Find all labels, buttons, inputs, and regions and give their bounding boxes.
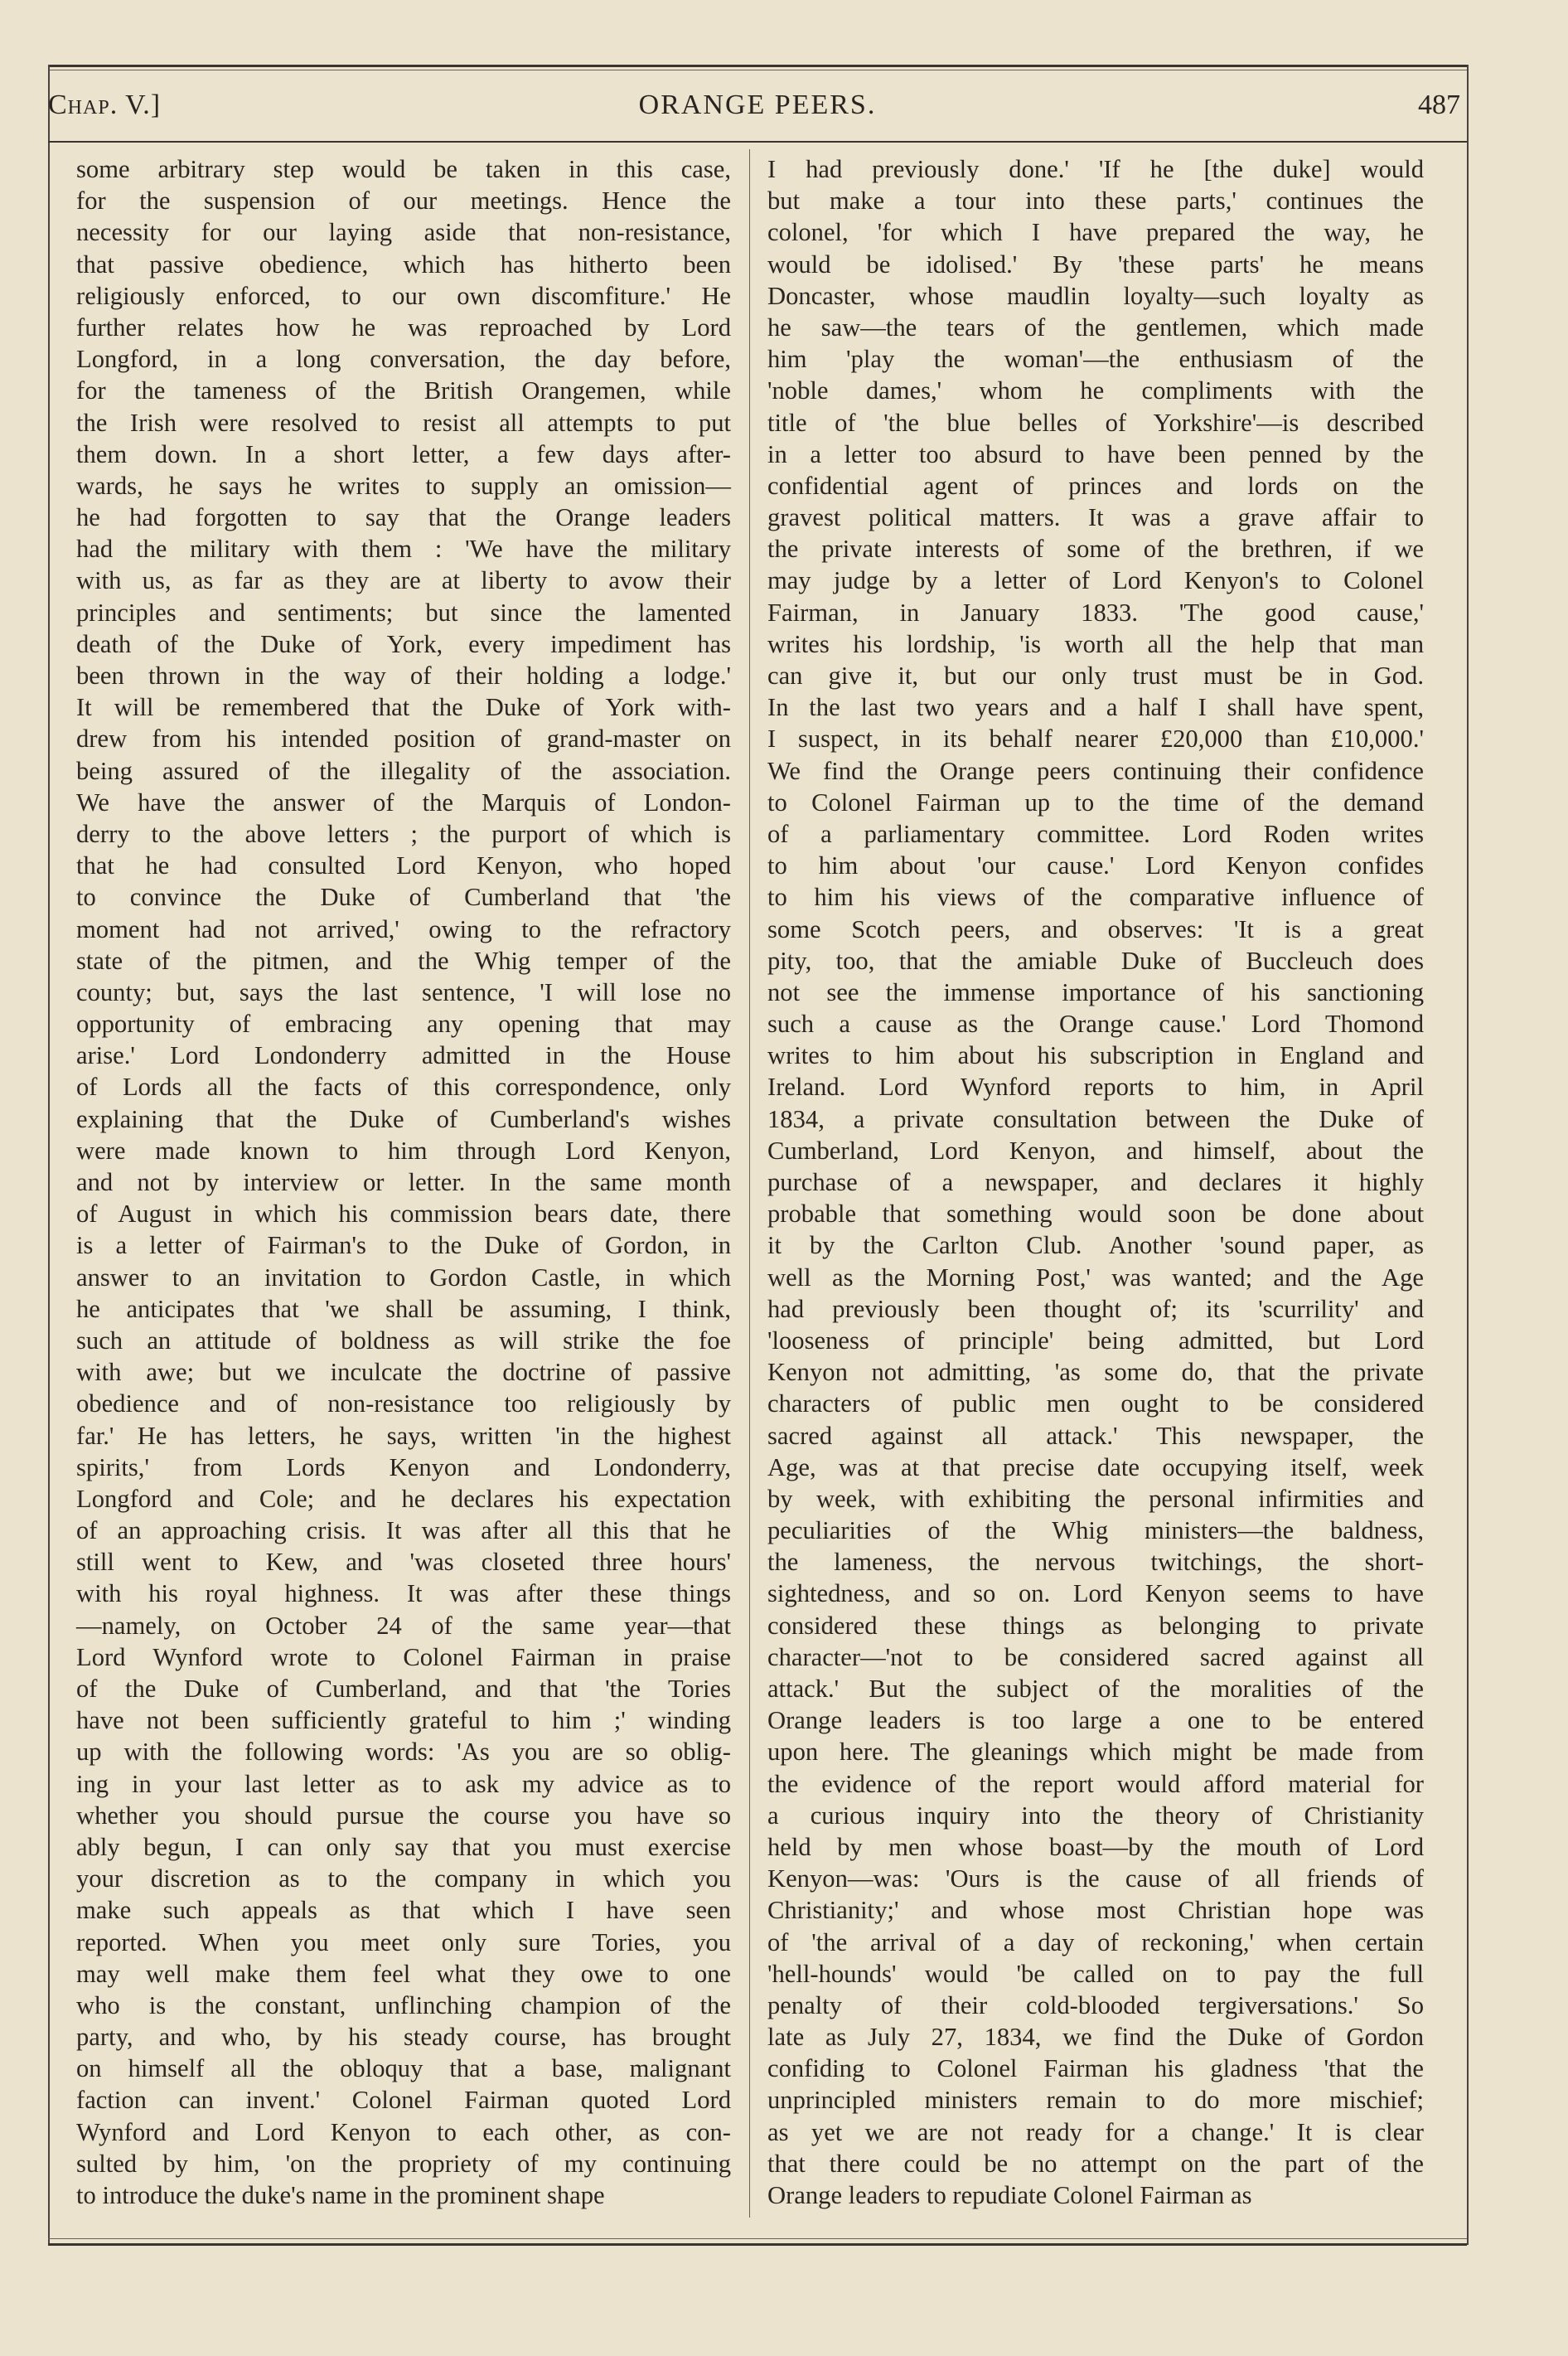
text-line: them down. In a short letter, a few days after-: [76, 439, 731, 468]
text-line: In the last two years and a half I shall have spent,: [767, 693, 1424, 722]
text-line: been thrown in the way of their holding a lodge.': [76, 662, 731, 690]
text-line: county; but, says the last sentence, 'I will lose no: [76, 977, 731, 1006]
text-line: 'noble dames,' whom he compliments with the: [767, 376, 1424, 405]
text-line: a curious inquiry into the theory of Christianity: [767, 1801, 1424, 1830]
text-line: pity, too, that the amiable Duke of Buccleuch does: [767, 946, 1424, 975]
text-line: Lord Wynford wrote to Colonel Fairman in praise: [76, 1642, 731, 1671]
text-line: far.' He has letters, he says, written 'in the highest: [76, 1421, 731, 1450]
text-line: the Irish were resolved to resist all attempts to put: [76, 408, 731, 437]
text-line: held by men whose boast—by the mouth of Lord: [767, 1832, 1424, 1861]
text-line: attack.' But the subject of the moralities of the: [767, 1675, 1424, 1703]
text-line: some Scotch peers, and observes: 'It is a great: [767, 914, 1424, 943]
text-line: may well make them feel what they owe to one: [76, 1959, 731, 1988]
text-line: sulted by him, 'on the propriety of my continuing: [76, 2149, 731, 2178]
text-line: such a cause as the Orange cause.' Lord Thomond: [767, 1010, 1424, 1039]
text-line: for the tameness of the British Orangemen, while: [76, 376, 731, 405]
text-line: with his royal highness. It was after these things: [76, 1579, 731, 1608]
text-line: by week, with exhibiting the personal infirmities and: [767, 1484, 1424, 1513]
running-head: [48, 90, 1467, 136]
text-line: but make a tour into these parts,' continues the: [767, 187, 1424, 216]
text-line: with us, as far as they are at liberty to avow their: [76, 566, 731, 595]
text-line: Cumberland, Lord Kenyon, and himself, about the: [767, 1136, 1424, 1165]
text-line: your discretion as to the company in which you: [76, 1864, 731, 1893]
text-line: that passive obedience, which has hitherto been: [76, 250, 731, 279]
text-line: party, and who, by his steady course, has brought: [76, 2023, 731, 2052]
text-line: confidential agent of princes and lords on the: [767, 471, 1424, 500]
text-line: of an approaching crisis. It was after all this that he: [76, 1516, 731, 1545]
text-line: to Colonel Fairman up to the time of the demand: [767, 788, 1424, 817]
text-line: further relates how he was reproached by Lord: [76, 313, 731, 342]
text-line: writes to him about his subscription in England and: [767, 1041, 1424, 1070]
text-line: Fairman, in January 1833. 'The good cause,': [767, 598, 1424, 627]
header-rule: [48, 141, 1467, 143]
text-line: whether you should pursue the course you have so: [76, 1801, 731, 1830]
text-line: some arbitrary step would be taken in this case,: [76, 155, 731, 183]
text-line: the lameness, the nervous twitchings, the short-: [767, 1548, 1424, 1577]
text-line: peculiarities of the Whig ministers—the baldness,: [767, 1516, 1424, 1545]
text-line: he saw—the tears of the gentlemen, which made: [767, 313, 1424, 342]
text-line: the private interests of some of the brethren, if we: [767, 535, 1424, 564]
text-line: We have the answer of the Marquis of London-: [76, 788, 731, 817]
right-text-column: [767, 153, 1424, 2211]
text-line: sacred against all attack.' This newspaper, the: [767, 1421, 1424, 1450]
text-line: not see the immense importance of his sanctioning: [767, 977, 1424, 1006]
text-line: being assured of the illegality of the association.: [76, 756, 731, 785]
text-line: as yet we are not ready for a change.' It is clear: [767, 2117, 1424, 2146]
text-line: that he had consulted Lord Kenyon, who hoped: [76, 851, 731, 880]
text-line: such an attitude of boldness as will strike the foe: [76, 1326, 731, 1355]
text-line: I suspect, in its behalf nearer £20,000 than £10,000.': [767, 725, 1424, 754]
text-line: Orange leaders is too large a one to be entered: [767, 1706, 1424, 1735]
right-border-rule: [1467, 65, 1469, 2245]
text-line: confiding to Colonel Fairman his gladness 'that the: [767, 2054, 1424, 2083]
text-line: Ireland. Lord Wynford reports to him, in April: [767, 1073, 1424, 1102]
text-line: who is the constant, unflinching champion of the: [76, 1990, 731, 2019]
text-line: opportunity of embracing any opening that may: [76, 1010, 731, 1039]
text-line: late as July 27, 1834, we find the Duke of Gordon: [767, 2023, 1424, 2052]
text-line: him 'play the woman'—the enthusiasm of the: [767, 345, 1424, 374]
text-line: well as the Morning Post,' was wanted; and the Age: [767, 1263, 1424, 1292]
text-line: he anticipates that 'we shall be assuming, I think,: [76, 1294, 731, 1323]
text-line: that there could be no attempt on the part of the: [767, 2149, 1424, 2178]
text-line: title of 'the blue belles of Yorkshire'—is described: [767, 408, 1424, 437]
bottom-border-inner-rule: [48, 2238, 1467, 2239]
text-line: to him about 'our cause.' Lord Kenyon confides: [767, 851, 1424, 880]
text-line: have not been sufficiently grateful to him ;' winding: [76, 1706, 731, 1735]
text-line: had previously been thought of; its 'scurrility' and: [767, 1294, 1424, 1323]
text-line: unprincipled ministers remain to do more mischief;: [767, 2086, 1424, 2115]
text-line: to introduce the duke's name in the prominent shape: [76, 2181, 605, 2209]
text-line: explaining that the Duke of Cumberland's wishes: [76, 1104, 731, 1133]
text-line: is a letter of Fairman's to the Duke of Gordon, in: [76, 1231, 731, 1260]
text-line: with awe; but we inculcate the doctrine of passive: [76, 1358, 731, 1387]
text-line: of the Duke of Cumberland, and that 'the Tories: [76, 1675, 731, 1703]
text-line: of 'the arrival of a day of reckoning,' when certain: [767, 1927, 1424, 1956]
text-line: Christianity;' and whose most Christian hope was: [767, 1896, 1424, 1925]
text-line: derry to the above letters ; the purport of which is: [76, 819, 731, 848]
text-line: the evidence of the report would afford material for: [767, 1769, 1424, 1798]
text-line: to convince the Duke of Cumberland that 'the: [76, 883, 731, 912]
text-line: can give it, but our only trust must be in God.: [767, 662, 1424, 690]
left-text-column: [76, 153, 731, 2211]
text-line: religiously enforced, to our own discomfiture.' He: [76, 281, 731, 310]
text-line: up with the following words: 'As you are so oblig-: [76, 1738, 731, 1767]
text-line: may judge by a letter of Lord Kenyon's to Colonel: [767, 566, 1424, 595]
text-line: purchase of a newspaper, and declares it highly: [767, 1168, 1424, 1196]
text-line: Kenyon—was: 'Ours is the cause of all friends of: [767, 1864, 1424, 1893]
top-border-rule: [48, 65, 1467, 67]
text-line: and not by interview or letter. In the same month: [76, 1168, 731, 1196]
text-line: had the military with them : 'We have the military: [76, 535, 731, 564]
text-line: answer to an invitation to Gordon Castle, in which: [76, 1263, 731, 1292]
text-line: of Lords all the facts of this correspondence, only: [76, 1073, 731, 1102]
text-line: in a letter too absurd to have been penned by the: [767, 439, 1424, 468]
text-line: Doncaster, whose maudlin loyalty—such loyalty as: [767, 281, 1424, 310]
text-line: faction can invent.' Colonel Fairman quoted Lord: [76, 2086, 731, 2115]
text-line: upon here. The gleanings which might be made from: [767, 1738, 1424, 1767]
text-line: to him his views of the comparative influence of: [767, 883, 1424, 912]
text-line: for the suspension of our meetings. Hence the: [76, 187, 731, 216]
text-line: Longford and Cole; and he declares his expectation: [76, 1484, 731, 1513]
text-line: still went to Kew, and 'was closeted three hours': [76, 1548, 731, 1577]
page-title: ORANGE PEERS.: [638, 90, 877, 120]
text-line: character—'not to be considered sacred against all: [767, 1642, 1424, 1671]
text-line: probable that something would soon be done about: [767, 1200, 1424, 1229]
text-line: wards, he says he writes to supply an omission—: [76, 471, 731, 500]
text-line: it by the Carlton Club. Another 'sound paper, as: [767, 1231, 1424, 1260]
text-line: 'looseness of principle' being admitted, but Lord: [767, 1326, 1424, 1355]
text-line: Kenyon not admitting, 'as some do, that the private: [767, 1358, 1424, 1387]
text-line: colonel, 'for which I have prepared the way, he: [767, 218, 1424, 247]
text-line: I had previously done.' 'If he [the duke] would: [767, 155, 1424, 183]
text-line: writes his lordship, 'is worth all the help that man: [767, 629, 1424, 658]
text-line: Longford, in a long conversation, the day before,: [76, 345, 731, 374]
text-line: considered these things as belonging to private: [767, 1611, 1424, 1640]
text-line: Orange leaders to repudiate Colonel Fairman as: [767, 2181, 1252, 2209]
text-line: ably begun, I can only say that you must exercise: [76, 1832, 731, 1861]
bottom-border-rule: [48, 2243, 1467, 2246]
text-line: penalty of their cold-blooded tergiversations.' So: [767, 1990, 1424, 2019]
text-line: obedience and of non-resistance too religiously by: [76, 1389, 731, 1418]
text-line: make such appeals as that which I have seen: [76, 1896, 731, 1925]
text-line: death of the Duke of York, every impediment has: [76, 629, 731, 658]
text-line: reported. When you meet only sure Tories, you: [76, 1927, 731, 1956]
text-line: gravest political matters. It was a grave affair to: [767, 503, 1424, 532]
text-line: 1834, a private consultation between the Duke of: [767, 1104, 1424, 1133]
text-line: We find the Orange peers continuing their confidence: [767, 756, 1424, 785]
text-line: state of the pitmen, and the Whig temper of the: [76, 946, 731, 975]
text-line: —namely, on October 24 of the same year—that: [76, 1611, 731, 1640]
text-line: Age, was at that precise date occupying itself, week: [767, 1452, 1424, 1481]
text-line: principles and sentiments; but since the lamented: [76, 598, 731, 627]
text-line: on himself all the obloquy that a base, malignant: [76, 2054, 731, 2083]
text-line: drew from his intended position of grand-master on: [76, 725, 731, 754]
text-line: of August in which his commission bears date, there: [76, 1200, 731, 1229]
text-line: moment had not arrived,' owing to the refractory: [76, 914, 731, 943]
chapter-label: Chap. V.]: [48, 90, 162, 120]
text-line: necessity for our laying aside that non-resistance,: [76, 218, 731, 247]
text-line: ing in your last letter as to ask my advice as to: [76, 1769, 731, 1798]
page-number: 487: [1418, 90, 1460, 120]
text-line: of a parliamentary committee. Lord Roden writes: [767, 819, 1424, 848]
text-line: It will be remembered that the Duke of York with-: [76, 693, 731, 722]
text-line: arise.' Lord Londonderry admitted in the House: [76, 1041, 731, 1070]
left-border-rule: [48, 65, 50, 2245]
column-divider: [749, 149, 750, 2218]
text-line: characters of public men ought to be considered: [767, 1389, 1424, 1418]
text-line: 'hell-hounds' would 'be called on to pay the full: [767, 1959, 1424, 1988]
text-line: he had forgotten to say that the Orange leaders: [76, 503, 731, 532]
text-line: sightedness, and so on. Lord Kenyon seems to have: [767, 1579, 1424, 1608]
text-line: spirits,' from Lords Kenyon and Londonderry,: [76, 1452, 731, 1481]
text-line: were made known to him through Lord Kenyon,: [76, 1136, 731, 1165]
text-line: Wynford and Lord Kenyon to each other, as con-: [76, 2117, 731, 2146]
text-line: would be idolised.' By 'these parts' he means: [767, 250, 1424, 279]
